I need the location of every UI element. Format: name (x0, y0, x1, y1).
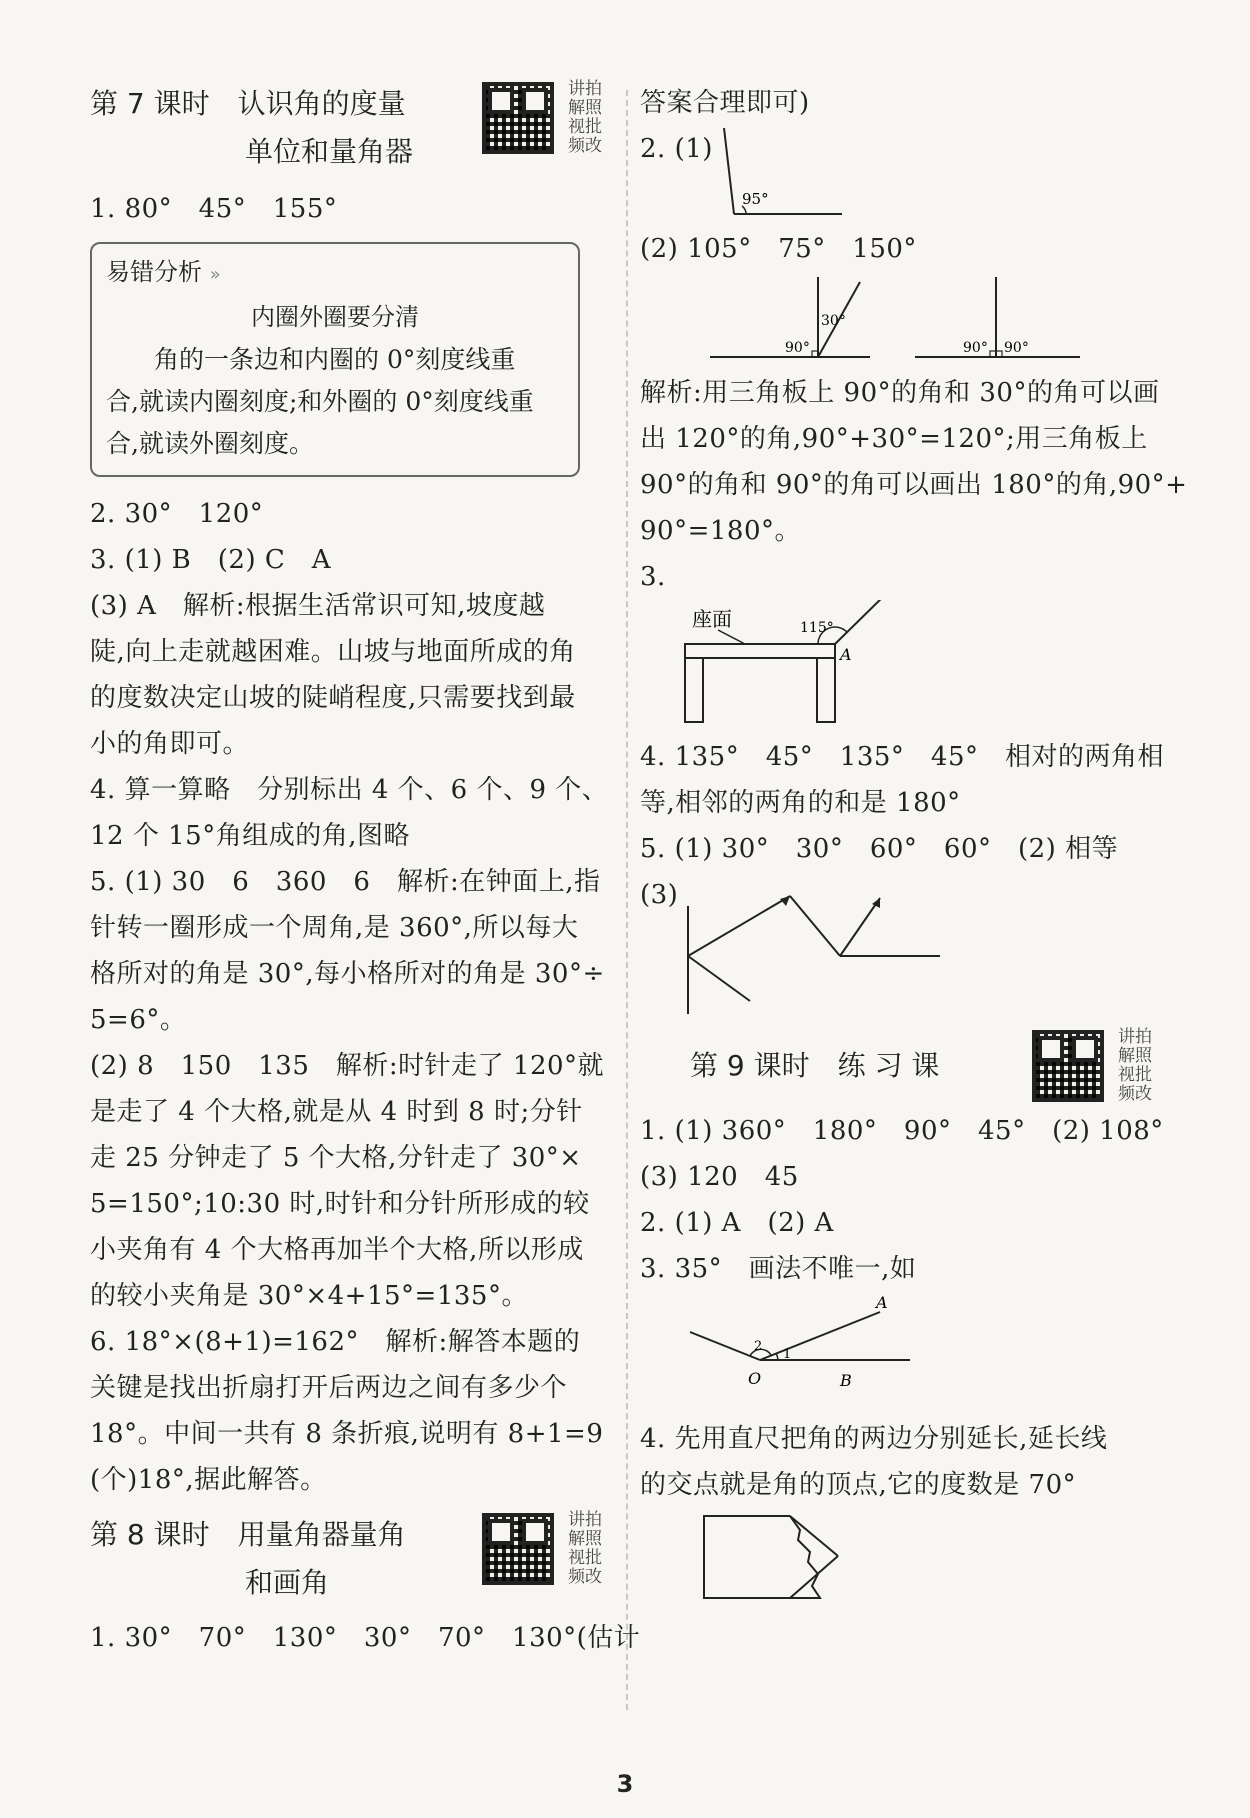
angle-ray (760, 1312, 880, 1360)
angle-120-180-figures (640, 272, 1160, 362)
angle-label: 30° (821, 313, 846, 329)
answer-line: 4. 算一算略 分别标出 4 个、6 个、9 个、 (90, 775, 609, 805)
answer-line: 4. 135° 45° 135° 45° 相对的两角相 (640, 742, 1164, 772)
answer-line: 2. (1) A (2) A (640, 1208, 834, 1238)
lesson8-title-line2: 和画角 (245, 1566, 330, 1599)
q2-1-row (640, 126, 1160, 226)
lesson7-title-line1: 第 7 课时 认识角的度量 (90, 87, 406, 120)
answer-line: 2. 30° 120° (90, 499, 264, 529)
answer-line: (个)18°,据此解答。 (90, 1465, 327, 1495)
answer-line: 5=150°;10:30 时,时针和分针所形成的较 (90, 1189, 590, 1219)
angle-label: 1 (783, 1347, 792, 1362)
angle-arc (776, 1353, 778, 1360)
answer-line: 答案合理即可) (640, 88, 810, 118)
answer-line: 的交点就是角的顶点,它的度数是 70° (640, 1470, 1077, 1500)
answer-line: 小的角即可。 (90, 729, 250, 759)
error-box-line: 合,就读内圈刻度;和外圈的 0°刻度线重 (106, 387, 534, 416)
answer-line: 等,相邻的两角的和是 180° (640, 788, 961, 818)
answer-line: 陡,向上走就越困难。山坡与地面所成的角 (90, 637, 576, 667)
answer-line: 的较小夹角是 30°×4+15°=135°。 (90, 1281, 528, 1311)
answer-line: 6. 18°×(8+1)=162° 解析:解答本题的 (90, 1327, 581, 1357)
answer-line: 关键是找出折扇打开后两边之间有多少个 (90, 1373, 568, 1403)
q2-2: (2) 105° 75° 150° (640, 234, 917, 264)
angle-label: 90° (963, 340, 988, 356)
lesson9-header (640, 1028, 1160, 1104)
l7-answers (90, 491, 610, 1503)
ray (688, 896, 790, 956)
l9-q4 (640, 1416, 1160, 1508)
seat-leg (685, 658, 703, 722)
point-label: A (876, 1293, 888, 1312)
answer-line: 格所对的角是 30°,每小格所对的角是 30°÷ (90, 959, 605, 989)
angle-ray (690, 1332, 763, 1360)
pointer-line (718, 630, 745, 644)
qr-label: 讲拍 解照 视批 频改 (1118, 1027, 1152, 1104)
paper-edge (790, 1556, 838, 1598)
answer-line: (2) 8 150 135 解析:时针走了 120°就 (90, 1051, 605, 1081)
error-box-subtitle: 内圈外圈要分清 (251, 303, 419, 331)
reflection-figure (640, 886, 1160, 1016)
answer-line: 5. (1) 30 6 360 6 解析:在钟面上,指 (90, 867, 601, 897)
page-number: 3 (616, 1770, 634, 1798)
answer-line: 1. (1) 360° 180° 90° 45° (2) 108° (640, 1116, 1164, 1146)
l7-q1: 1. 80° 45° 155° (90, 194, 338, 224)
angle-label: 90° (1004, 340, 1029, 356)
error-box-title-text: 易错分析 (106, 258, 202, 286)
left-column (90, 79, 641, 1661)
lesson7-title-line2: 单位和量角器 (245, 135, 414, 168)
answer-line: 小夹角有 4 个大格再加半个大格,所以形成 (90, 1235, 584, 1265)
point-label: A (840, 645, 852, 664)
angle-label: 115° (800, 620, 834, 636)
answer-line: 90°的角和 90°的角可以画出 180°的角,90°+ (640, 470, 1188, 500)
answer-line: 出 120°的角,90°+30°=120°;用三角板上 (640, 424, 1148, 454)
lesson8-title-line1: 第 8 课时 用量角器量角 (90, 1518, 406, 1551)
torn-paper-figure (640, 1508, 1160, 1618)
answer-line: (3) (640, 880, 679, 910)
angle-label: 95° (742, 190, 769, 208)
answer-line: 的度数决定山坡的陡峭程度,只需要找到最 (90, 683, 576, 713)
answer-line: 针转一圈形成一个周角,是 360°,所以每大 (90, 913, 579, 943)
lesson8-header (90, 1511, 610, 1607)
backrest-ray (835, 600, 890, 644)
point-label: O (748, 1369, 762, 1388)
column-divider (626, 90, 628, 1710)
lesson7-qr[interactable] (482, 80, 610, 156)
lesson7-header (90, 80, 610, 176)
angle-ray (724, 128, 734, 214)
answer-line: 90°=180°。 (640, 516, 801, 546)
answer-line: 3. (1) B (2) C A (90, 545, 332, 575)
lesson9-qr[interactable] (1032, 1028, 1160, 1104)
angle-label: 2 (754, 1339, 763, 1354)
angle-95-figure (720, 126, 860, 226)
paper-edge (790, 1516, 838, 1556)
lesson8-qr[interactable] (482, 1511, 610, 1587)
answer-line: 5=6°。 (90, 1005, 187, 1035)
chevron-icon: » (209, 264, 221, 285)
error-analysis-box (90, 242, 580, 477)
lesson7-title (90, 80, 413, 176)
answer-line: 12 个 15°角组成的角,图略 (90, 821, 410, 851)
seat-leg (817, 658, 835, 722)
angle-label: 90° (785, 340, 810, 356)
lesson9-title: 第 9 课时 练 习 课 (690, 1049, 940, 1082)
error-box-line: 合,就读外圈刻度。 (106, 429, 314, 458)
answer-line: 18°。中间一共有 8 条折痕,说明有 8+1=9 (90, 1419, 604, 1449)
qr-code-icon (482, 1513, 554, 1585)
answer-line: 3. 35° 画法不唯一,如 (640, 1254, 917, 1284)
qr-code-icon (482, 82, 554, 154)
answer-line: 解析:用三角板上 90°的角和 30°的角可以画 (640, 378, 1160, 408)
answer-line: (3) A 解析:根据生活常识可知,坡度越 (90, 591, 546, 621)
answer-line: 4. 先用直尺把角的两边分别延长,延长线 (640, 1424, 1108, 1454)
l9-answers (640, 1108, 1164, 1292)
answer-line: (3) 120 45 (640, 1162, 799, 1192)
seat-surface (685, 644, 835, 658)
lesson8-title (90, 1511, 406, 1607)
ray (790, 896, 840, 956)
error-box-line: 角的一条边和内圈的 0°刻度线重 (154, 345, 516, 374)
seat-figure (640, 600, 1160, 730)
error-box-body (106, 339, 564, 465)
answer-line: 走 25 分钟走了 5 个大格,分针走了 30°× (90, 1143, 582, 1173)
right-column (640, 80, 1188, 1622)
answer-line: 5. (1) 30° 30° 60° 60° (2) 相等 (640, 834, 1119, 864)
ray (688, 956, 750, 1001)
seat-label: 座面 (692, 607, 732, 631)
paper-edge (704, 1516, 790, 1598)
q2-1-label: 2. (1) (640, 134, 713, 164)
angle-35-figure (640, 1292, 1160, 1412)
answer-line: 是走了 4 个大格,就是从 4 时到 8 时;分针 (90, 1097, 583, 1127)
ray (840, 898, 880, 956)
qr-label: 讲拍 解照 视批 频改 (568, 1510, 602, 1587)
qr-label: 讲拍 解照 视批 频改 (568, 79, 602, 156)
point-label: B (840, 1371, 852, 1390)
q2-analysis (640, 370, 1188, 554)
qr-code-icon (1032, 1030, 1104, 1102)
l8-q1: 1. 30° 70° 130° 30° 70° 130°(估计 (90, 1623, 641, 1653)
error-box-title (106, 252, 564, 295)
q3-label: 3. (640, 562, 666, 592)
